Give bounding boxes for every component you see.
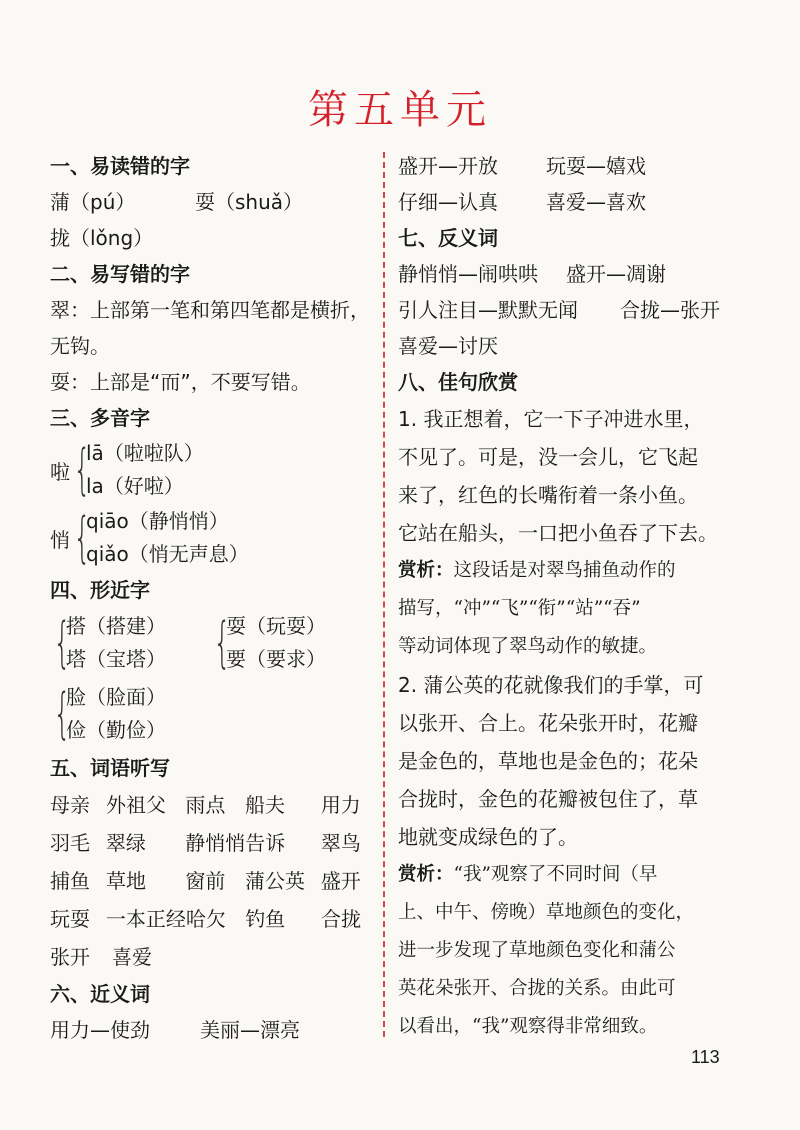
polyphone-char: 啦 (50, 459, 70, 484)
brace-icon: { (53, 611, 71, 674)
antonym-pair: 引人注目—默默无闻 (398, 298, 578, 322)
analysis-line: 等动词体现了翠鸟动作的敏捷。 (398, 636, 658, 657)
excerpt-line: 不见了。可是，没一会儿，它飞起 (398, 445, 698, 469)
polyphone-reading: lā（啦啦队） (86, 441, 204, 465)
antonym-pair: 合拢—张开 (620, 298, 720, 322)
dictation-word: 雨点 (185, 793, 226, 817)
analysis-label: 赏析： (398, 864, 454, 885)
word-row (50, 938, 375, 976)
unit-title: 第五单元 (308, 87, 492, 133)
synonym-pair: 用力—使劲 (50, 1018, 150, 1042)
excerpt-line: 来了，红色的长嘴衔着一条小鱼。 (398, 483, 698, 507)
dictation-word: 钓鱼 (245, 907, 286, 931)
brace-icon: { (53, 682, 71, 745)
column-divider (383, 152, 385, 1037)
dictation-word: 玩耍 (50, 907, 90, 931)
similar-char: 塔（宝塔） (66, 647, 166, 671)
text-line: 耍：上部是“而”，不要写错。 (50, 370, 311, 394)
dictation-word: 草地 (105, 869, 146, 893)
analysis-line: 描写，“冲”“飞”“衔”“站”“吞” (398, 598, 641, 619)
left-column (50, 148, 375, 1048)
dictation-word-list (50, 786, 375, 976)
excerpt-line: 1. 我正想着，它一下子冲进水里， (398, 407, 704, 431)
similar-char-group (210, 608, 326, 678)
excerpt-line: 是金色的，草地也是金色的；花朵 (398, 749, 698, 773)
excerpt-line: 合拢时，金色的花瓣被包住了，草 (398, 787, 698, 811)
similar-char: 脸（脸面） (66, 685, 166, 709)
dictation-word: 船夫 (244, 793, 285, 817)
analysis-line: 以看出，“我”观察得非常细致。 (398, 1016, 658, 1037)
polyphone-char: 悄 (50, 527, 70, 552)
pinyin-item: 拢（lǒng） (50, 226, 154, 250)
pinyin-item: 蒲（pú） (50, 190, 136, 214)
antonym-pair: 盛开—凋谢 (566, 262, 666, 286)
dictation-word: 捕鱼 (50, 869, 90, 893)
polyphone-reading: qiāo（静悄悄） (86, 509, 229, 533)
synonym-pair: 盛开—开放 (398, 154, 498, 178)
synonym-pair: 美丽—漂亮 (200, 1018, 300, 1042)
analysis-line: 进一步发现了草地颜色变化和蒲公 (398, 940, 676, 961)
excerpt-2 (398, 666, 738, 856)
dictation-word: 窗前 (185, 869, 226, 893)
dictation-word: 蒲公英 (244, 869, 305, 893)
excerpt-line: 它站在船头，一口把小鱼吞了下去。 (398, 521, 718, 545)
text-line: 翠：上部第一笔和第四笔都是横折， (50, 298, 370, 322)
section-heading: 七、反义词 (398, 226, 498, 250)
dictation-word: 羽毛 (50, 831, 90, 855)
section-heading: 三、多音字 (50, 406, 150, 430)
brace-icon: { (73, 506, 91, 569)
brace-icon: { (213, 611, 231, 674)
dictation-word: 张开 (50, 945, 90, 969)
analysis-line: 上、中午、傍晚）草地颜色的变化， (398, 902, 695, 923)
similar-char: 要（要求） (226, 647, 326, 671)
polyphone-group (50, 436, 375, 504)
dictation-word: 翠绿 (105, 831, 146, 855)
analysis-label: 赏析： (398, 560, 454, 581)
pinyin-item: 耍（shuǎ） (195, 190, 304, 214)
similar-char-group (50, 608, 210, 678)
analysis-2 (398, 856, 738, 1046)
dictation-word: 静悄悄 (185, 831, 246, 855)
word-row (50, 824, 375, 862)
synonym-pair: 玩耍—嬉戏 (546, 154, 646, 178)
dictation-word: 外祖父 (105, 793, 166, 817)
antonym-pair: 喜爱—讨厌 (398, 334, 498, 358)
section-heading: 六、近义词 (50, 982, 150, 1006)
section-heading: 一、易读错的字 (50, 154, 190, 178)
analysis-line: 这段话是对翠鸟捕鱼动作的 (453, 560, 676, 581)
section-heading: 八、佳句欣赏 (398, 370, 518, 394)
dictation-word: 母亲 (50, 793, 90, 817)
dictation-word: 用力 (320, 793, 361, 817)
dictation-word: 合拢 (320, 907, 361, 931)
analysis-line: 英花朵张开、合拢的关系。由此可 (398, 978, 676, 999)
antonym-pair: 静悄悄—闹哄哄 (398, 262, 538, 286)
excerpt-line: 地就变成绿色的了。 (398, 825, 578, 849)
dictation-word: 一本正经 (105, 907, 186, 931)
section-heading: 二、易写错的字 (50, 262, 190, 286)
excerpt-line: 以张开、合上。花朵张开时，花瓣 (398, 711, 698, 735)
similar-char: 搭（搭建） (66, 614, 166, 638)
text-line: 无钩。 (50, 334, 110, 358)
dictation-word: 翠鸟 (320, 831, 361, 855)
similar-char-group (50, 678, 375, 750)
dictation-word: 盛开 (320, 869, 361, 893)
polyphone-reading: qiǎo（悄无声息） (86, 542, 249, 566)
word-row (50, 786, 375, 824)
dictation-word: 告诉 (245, 831, 286, 855)
section-heading: 四、形近字 (50, 578, 150, 602)
excerpt-line: 2. 蒲公英的花就像我们的手掌，可 (398, 673, 704, 697)
section-heading: 五、词语听写 (50, 756, 170, 780)
synonym-pair: 仔细—认真 (398, 190, 498, 214)
right-column (398, 148, 738, 1046)
polyphone-reading: la（好啦） (86, 474, 184, 498)
similar-char: 俭（勤俭） (66, 718, 166, 742)
dictation-word: 喜爱 (112, 945, 152, 969)
excerpt-1 (398, 400, 738, 552)
brace-icon: { (73, 438, 91, 501)
analysis-1 (398, 552, 738, 666)
polyphone-group (50, 504, 375, 572)
page-number: 113 (691, 1047, 720, 1067)
analysis-line: “我”观察了不同时间（早 (453, 864, 658, 885)
word-row (50, 900, 375, 938)
word-row (50, 862, 375, 900)
synonym-pair: 喜爱—喜欢 (546, 190, 646, 214)
similar-char: 耍（玩耍） (226, 614, 326, 638)
dictation-word: 哈欠 (185, 907, 226, 931)
